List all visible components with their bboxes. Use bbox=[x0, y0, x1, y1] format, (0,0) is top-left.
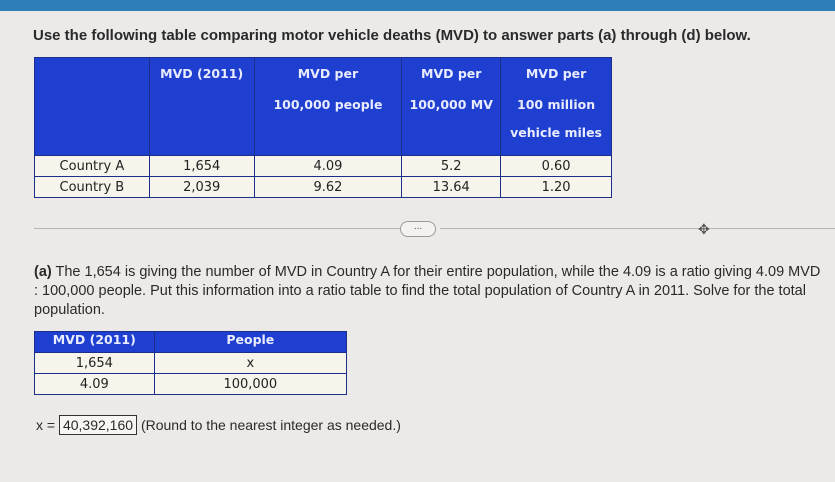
table-row bbox=[35, 177, 612, 198]
part-a-text bbox=[34, 263, 824, 320]
table-row bbox=[35, 156, 612, 177]
row-label-country-b: Country B bbox=[35, 177, 150, 198]
table-cell: 1.20 bbox=[501, 177, 612, 198]
header-mvd-per-people: MVD per 100,000 people bbox=[254, 58, 402, 156]
table-cell: 1,654 bbox=[35, 353, 155, 374]
header-mvd-2011: MVD (2011) bbox=[149, 58, 254, 156]
table-row bbox=[35, 353, 347, 374]
table-cell: 1,654 bbox=[149, 156, 254, 177]
table-cell: 100,000 bbox=[154, 374, 346, 395]
header-mvd-per-miles: MVD per 100 million vehicle miles bbox=[501, 58, 612, 156]
answer-hint: (Round to the nearest integer as needed.) bbox=[140, 417, 401, 433]
divider-left bbox=[34, 228, 404, 229]
answer-input[interactable]: 40,392,160 bbox=[59, 415, 137, 435]
table-cell: 2,039 bbox=[149, 177, 254, 198]
table-cell: 9.62 bbox=[254, 177, 402, 198]
table-cell: 5.2 bbox=[402, 156, 501, 177]
answer-line bbox=[36, 415, 401, 435]
question-prompt: Use the following table comparing motor vehicle deaths (MVD) to answer parts (a) through (d) below. bbox=[33, 27, 751, 44]
row-label-country-a: Country A bbox=[35, 156, 150, 177]
table-header-row bbox=[35, 58, 612, 156]
table-row bbox=[35, 374, 347, 395]
header-mvd-per-mv: MVD per 100,000 MV bbox=[402, 58, 501, 156]
ratio-table bbox=[34, 331, 347, 395]
answer-prefix: x = bbox=[36, 417, 56, 433]
table-cell: 4.09 bbox=[35, 374, 155, 395]
table-cell: x bbox=[154, 353, 346, 374]
header-people: People bbox=[154, 332, 346, 353]
divider-right bbox=[440, 228, 835, 229]
header-mvd-2011: MVD (2011) bbox=[35, 332, 155, 353]
table-cell: 0.60 bbox=[501, 156, 612, 177]
table-cell: 4.09 bbox=[254, 156, 402, 177]
part-a-body: The 1,654 is giving the number of MVD in Country A for their entire population, while the 4.09 is a ratio giving 4.09 MVD : 100,000 people. Put this information into a ratio table to find the total population of Country A in 2011. Solve for the total population. bbox=[34, 264, 821, 318]
more-button[interactable]: ... bbox=[400, 221, 436, 237]
table-cell: 13.64 bbox=[402, 177, 501, 198]
move-cursor-icon: ✥ bbox=[698, 221, 710, 237]
part-a-label: (a) bbox=[34, 264, 52, 280]
top-bar bbox=[0, 0, 835, 11]
comparison-table bbox=[34, 57, 612, 198]
header-blank bbox=[35, 58, 150, 156]
table-header-row bbox=[35, 332, 347, 353]
